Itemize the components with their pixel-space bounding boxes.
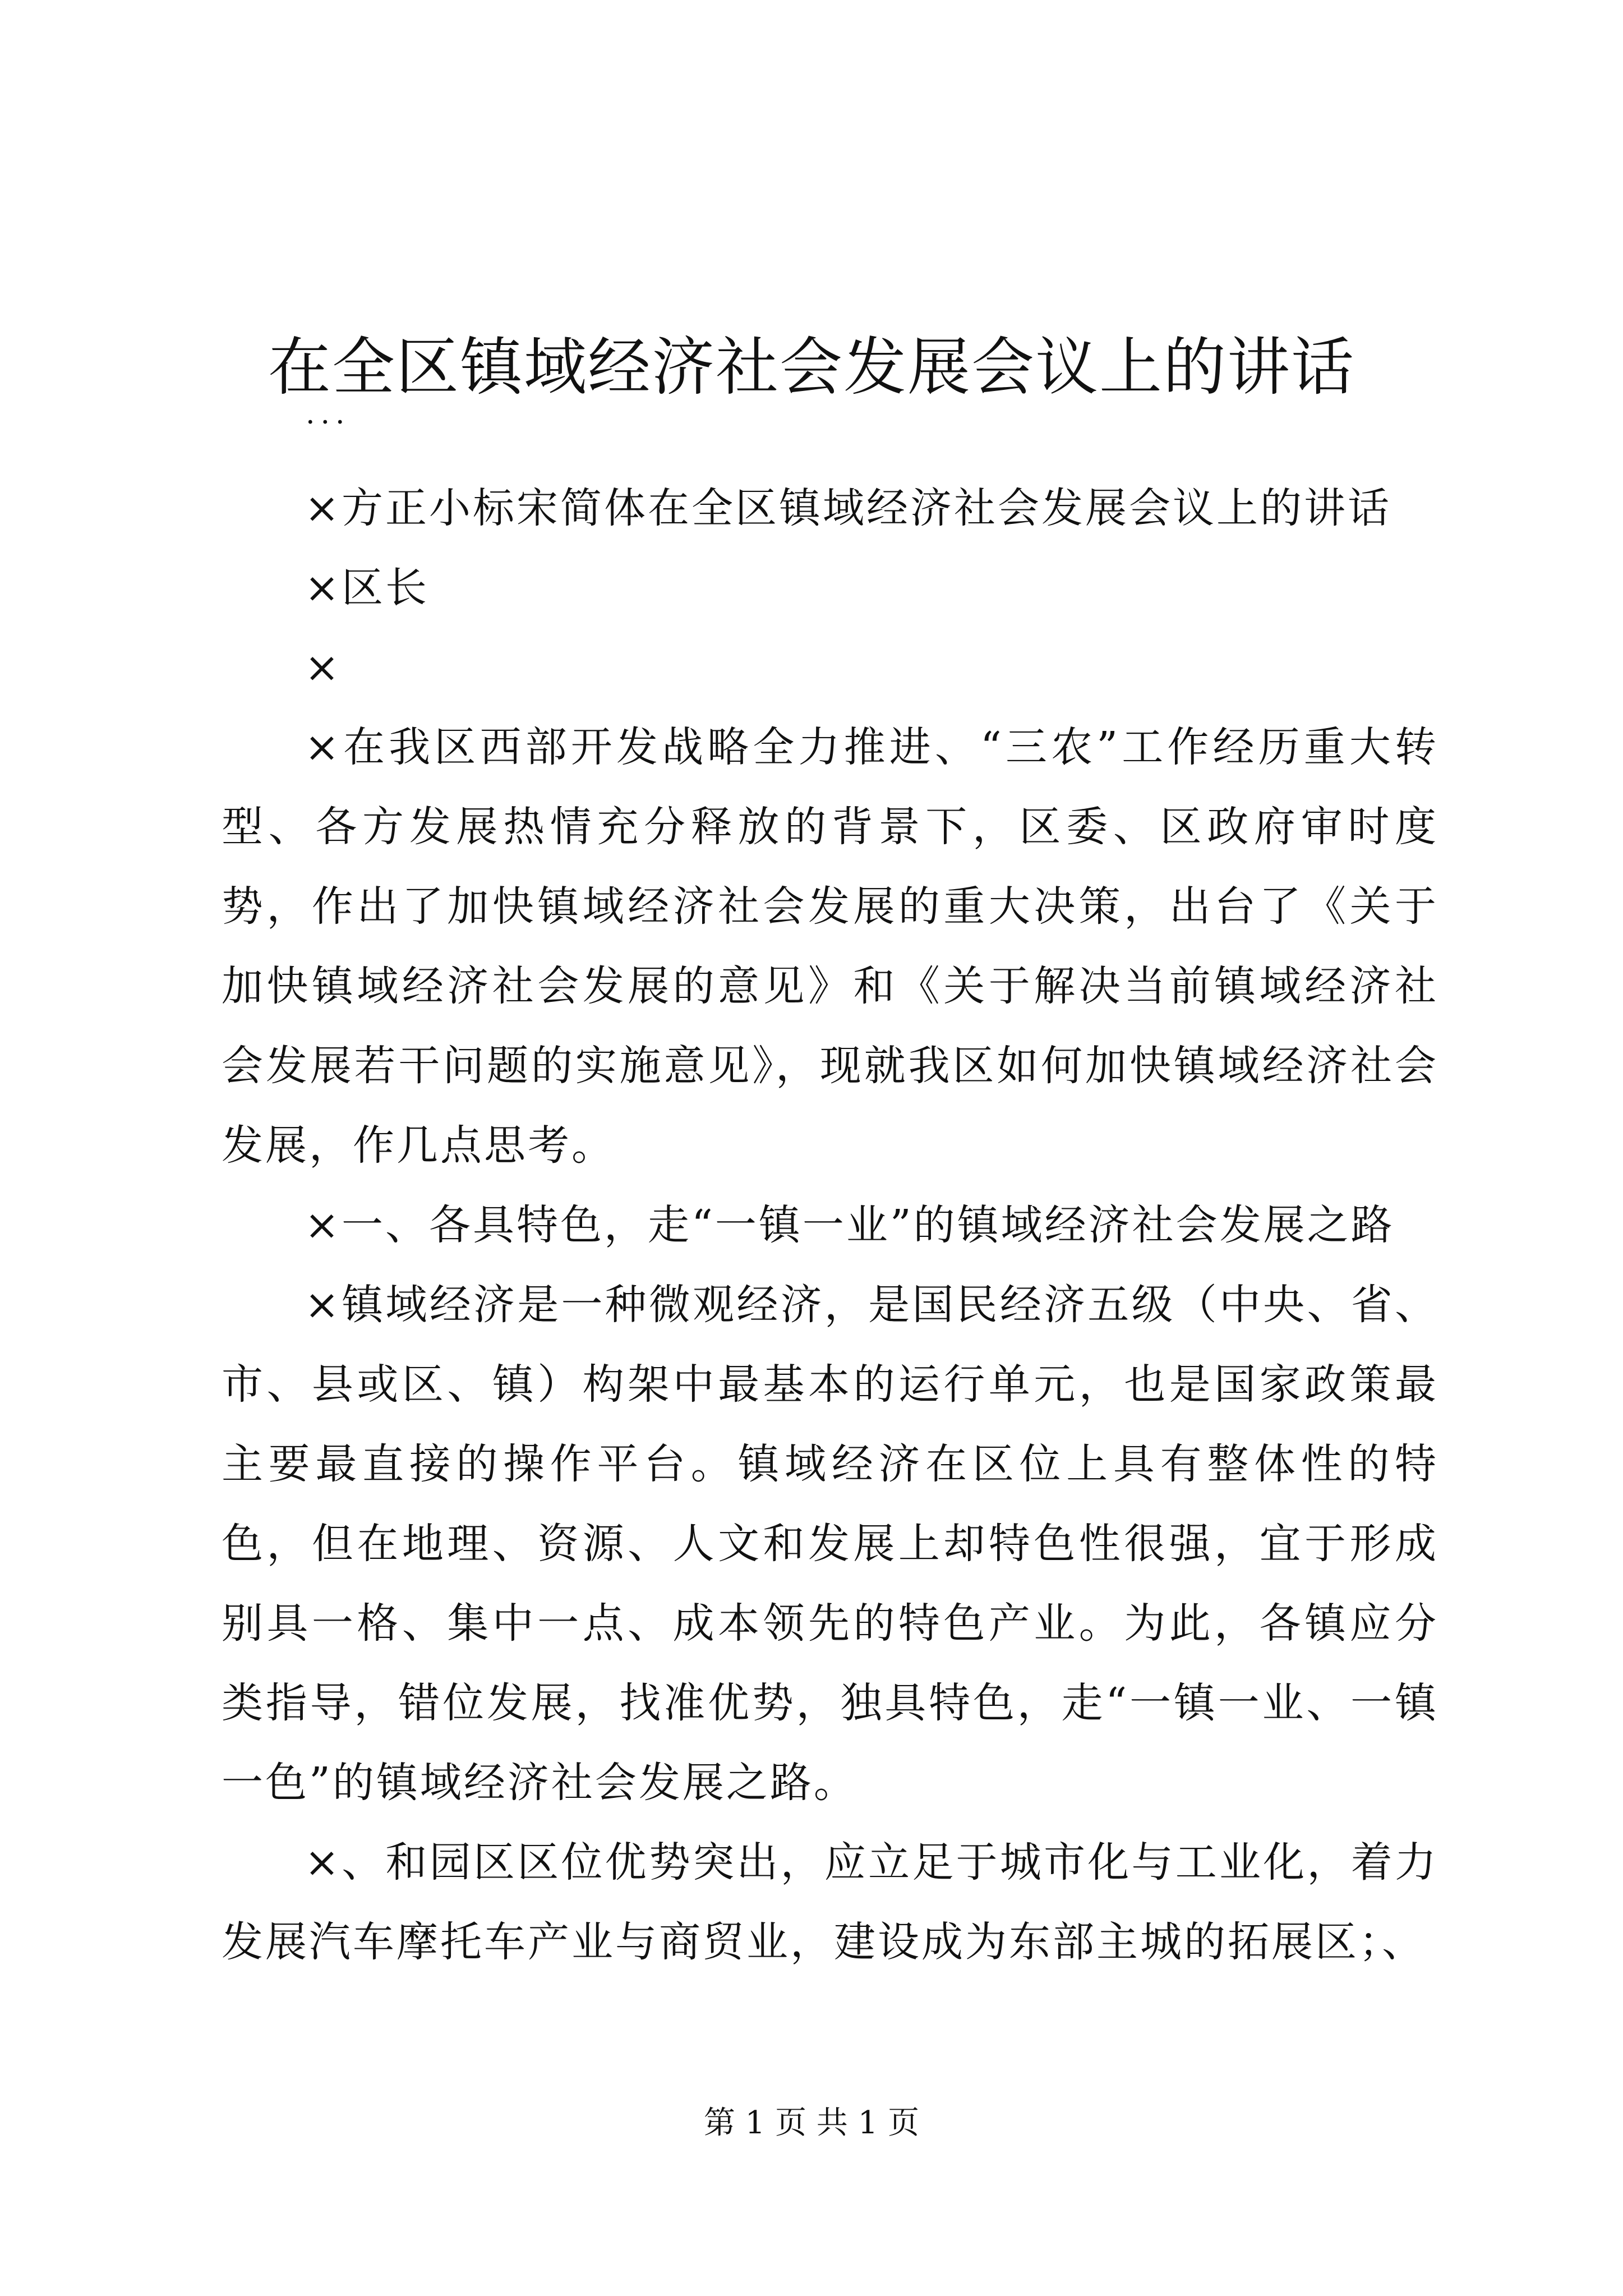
paragraph-town-economy: ×镇域经济是一种微观经济，是国民经济五级（中央、省、市、县或区、镇）构架中最基本的运行单元，也是国家政策最主要最直接的操作平台。镇域经济在区位上具有整体性的特色，但在地理、资源、人文和发展上却特色性很强，宜于形成别具一格、集中一点、成本领先的特色产业。为此，各镇应分类指导，错位发展，找准优势，独具特色，走“一镇一业、一镇一色”的镇域经济社会发展之路。 bbox=[222, 1281, 1438, 1807]
paragraph-district-development: ×、和园区区位优势突出，应立足于城市化与工业化，着力发展汽车摩托车产业与商贸业，建设成为东部主城的拓展区；、 bbox=[222, 1838, 1438, 1966]
ellipsis-marker: ... bbox=[306, 397, 351, 431]
document-body bbox=[222, 468, 1438, 1982]
paragraph-introduction: ×在我区西部开发战略全力推进、“三农”工作经历重大转型、各方发展热情充分释放的背景下，区委、区政府审时度势，作出了加快镇域经济社会发展的重大决策，出台了《关于加快镇域经济社会发展的意见》和《关于解决当前镇域经济社会发展若干问题的实施意见》，现就我区如何加快镇域经济社会发展，作几点思考。 bbox=[222, 723, 1438, 1170]
paragraph-subtitle: ×方正小标宋简体在全区镇域经济社会发展会议上的讲话 bbox=[305, 484, 1392, 532]
section-heading-one: ×一、各具特色，走“一镇一业”的镇域经济社会发展之路 bbox=[305, 1201, 1395, 1249]
paragraph-placeholder: × bbox=[305, 643, 342, 692]
document-title: 在全区镇域经济社会发展会议上的讲话 bbox=[268, 331, 1355, 404]
page-number-footer: 第 1 页 共 1 页 bbox=[703, 2105, 920, 2141]
paragraph-speaker: ×区长 bbox=[305, 564, 430, 612]
